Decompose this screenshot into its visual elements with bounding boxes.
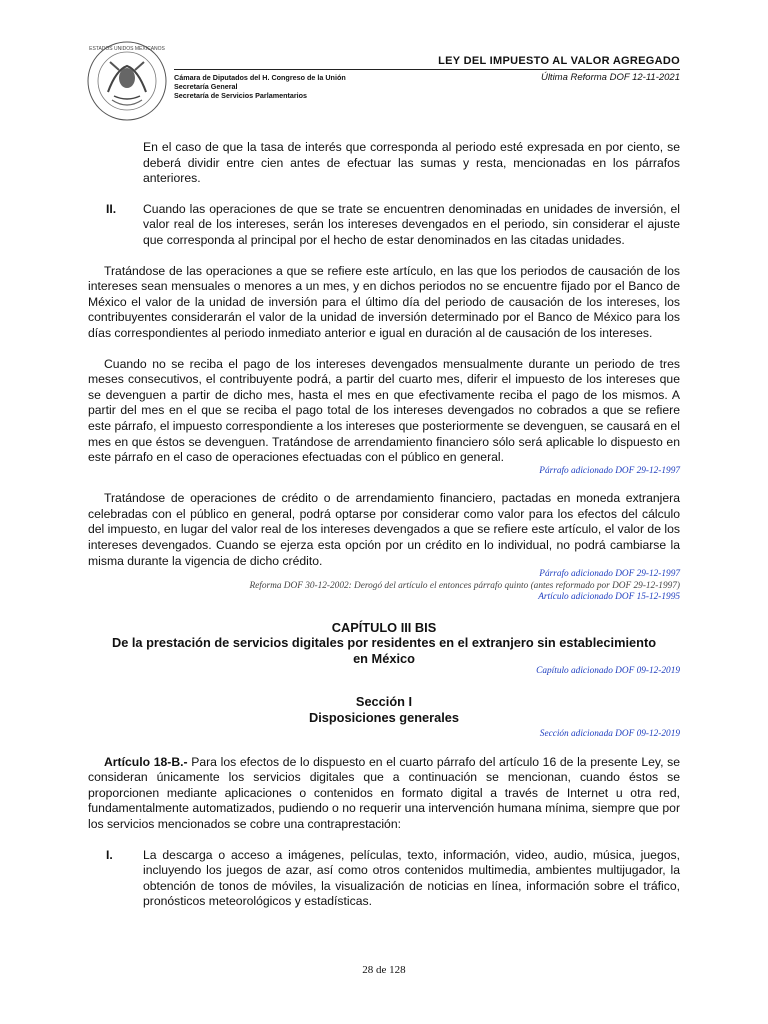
- header-title-block: [438, 55, 680, 67]
- list-item-i: [88, 848, 680, 910]
- chamber-name: Cámara de Diputados del H. Congreso de la Unión: [174, 73, 346, 82]
- paragraph-pago-intereses: Cuando no se reciba el pago de los intereses devengados mensualmente durante un periodo de tres meses consecutivos, el contribuyente podrá, a partir del cuarto mes, diferir el impuesto de los intereses que se devenguen a partir de dicho mes, hasta el mes en que efectivamente reciba el pago de los mismos. A partir del mes en el que se reciba el pago total de los intereses devengados no cobrados a que se refiere este párrafo, el impuesto correspondiente a los intereses que posteriormente se devenguen, se causará en el mes en que éstos se devenguen. Tratándose de arrendamiento financiero sólo será aplicable lo dispuesto en este párrafo en el caso de operaciones efectuadas con el público en general.: [88, 356, 680, 465]
- article-label: Artículo 18-B.-: [104, 754, 188, 769]
- section-number: Sección I: [355, 693, 413, 709]
- reform-note: Reforma DOF 30-12-2002: Derogó del artículo el entonces párrafo quinto (antes reformado por DOF 29-12-1997): [249, 580, 680, 591]
- secretaria-general: Secretaría General: [174, 82, 238, 91]
- article-text: Para los efectos de lo dispuesto en el cuarto párrafo del artículo 16 de la presente Ley, se consideran únicamente los servicios digitales que a continuación se mencionan, cuando éstos se proporcionen mediante aplicaciones o contenidos en formato digital a través de Internet u otra red, fundamentalmente automatizados, pudiendo o no requerir una intervención humana mínima, siempre que por los servicios mencionados se cobre una contraprestación:: [88, 754, 680, 831]
- item-number: II.: [106, 201, 117, 216]
- last-reform-date: Última Reforma DOF 12-11-2021: [540, 72, 680, 83]
- svg-text:ESTADOS UNIDOS MEXICANOS: ESTADOS UNIDOS MEXICANOS: [89, 46, 165, 52]
- document-body: [88, 140, 680, 910]
- item-text: La descarga o acceso a imágenes, películas, texto, información, video, audio, música, juegos, incluyendo los juegos de azar, así como otros contenidos multimedia, ambientes multijugador, la obtención de tonos de móviles, la visualización de noticias en línea, información sobre el tráfico, pronósticos meteorológicos y estadísticas.: [143, 847, 680, 909]
- reform-note: Artículo adicionado DOF 15-12-1995: [538, 592, 680, 603]
- section-title: Disposiciones generales: [308, 709, 460, 725]
- paragraph-causacion: Tratándose de las operaciones a que se refiere este artículo, en las que los periodos de causación de los intereses sean mensuales o menores a un mes, y en dichos periodos no se encuentre fijado por el Banco de México el valor de la unidad de inversión para el último día del periodo de causación de los intereses, los contribuyentes considerarán el valor de la unidad de inversión determinado por el Banco de México para los días correspondientes al periodo inmediato anterior e igual en duración al de causación de los intereses.: [88, 263, 680, 340]
- reform-note: Sección adicionada DOF 09-12-2019: [539, 729, 680, 740]
- list-item-ii: [88, 202, 680, 249]
- page-number: 28 de 128: [362, 964, 406, 976]
- item-number: I.: [106, 847, 113, 862]
- chapter-number: CAPÍTULO III BIS: [331, 619, 437, 635]
- law-title: LEY DEL IMPUESTO AL VALOR AGREGADO: [438, 55, 680, 67]
- national-seal-icon: [86, 40, 168, 122]
- servicios-parlamentarios: Secretaría de Servicios Parlamentarios: [174, 91, 308, 100]
- paragraph-tasa-interes: En el caso de que la tasa de interés que corresponda al periodo esté expresada en por ciento, se deberá dividir entre cien antes de efectuar las sumas y resta, mencionadas en los párrafos anteriores.: [143, 140, 680, 186]
- header-institution: [174, 73, 346, 100]
- reform-note: Párrafo adicionado DOF 29-12-1997: [539, 465, 680, 476]
- chapter-title: De la prestación de servicios digitales por residentes en el extranjero sin establecimiento en México: [111, 635, 657, 666]
- reform-note: Párrafo adicionado DOF 29-12-1997: [539, 569, 680, 580]
- reform-note: Capítulo adicionado DOF 09-12-2019: [536, 666, 680, 677]
- paragraph-moneda-extranjera: Tratándose de operaciones de crédito o de arrendamiento financiero, pactadas en moneda extranjera celebradas con el público en general, podrá optarse por considerar como valor para los efectos del cálculo del impuesto, en lugar del valor real de los intereses devengados a que se refiere este artículo, el valor de los intereses devengados. Cuando se ejerza esta opción por un crédito en lo individual, no podrá cambiarse la misma durante la vigencia de dicho crédito.: [88, 491, 680, 568]
- header-rule: [174, 69, 680, 70]
- article-18b: [88, 755, 680, 833]
- item-text: Cuando las operaciones de que se trate se encuentren denominadas en unidades de inversión, el valor real de los intereses, serán los intereses devengados en el periodo, sin considerar el ajuste que corresponda al principal por el hecho de estar denominados en las citadas unidades.: [143, 201, 680, 247]
